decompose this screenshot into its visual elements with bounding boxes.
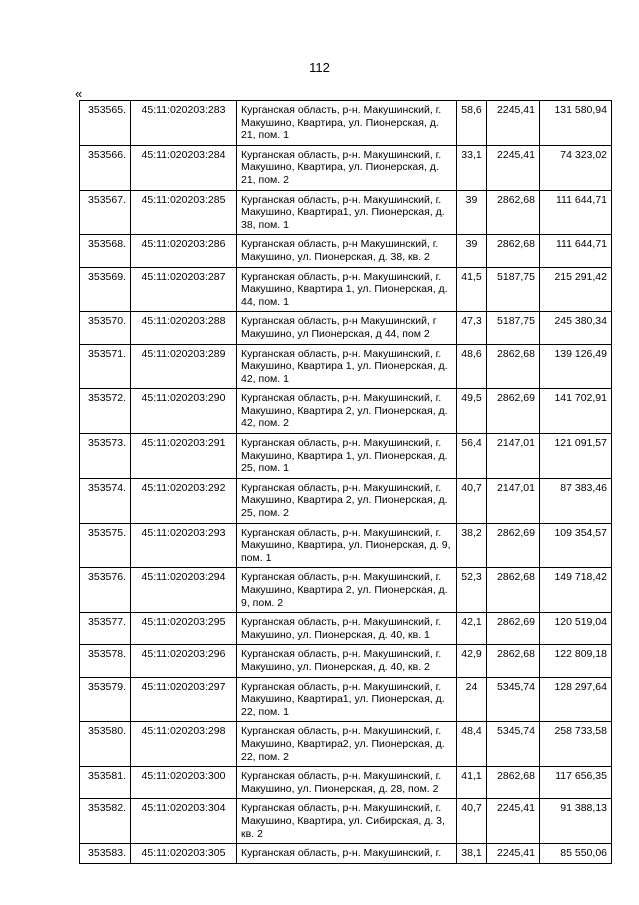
address-cell: Курганская область, р-н. Макушинский, г. Макушино, Квартира, ул. Пионерская, д. 21, пом. 2	[237, 145, 457, 190]
table-row	[80, 799, 612, 844]
unit-price-cell: 5345,74	[487, 722, 540, 767]
table-row	[80, 101, 612, 146]
cadastral-number-cell: 45:11:020203:295	[131, 613, 237, 645]
row-number-cell: 353577.	[80, 613, 131, 645]
row-number-cell: 353576.	[80, 568, 131, 613]
unit-price-cell: 5187,75	[487, 267, 540, 312]
total-value-cell: 85 550,06	[540, 844, 612, 864]
table-row	[80, 568, 612, 613]
total-value-cell: 87 383,46	[540, 478, 612, 523]
unit-price-cell: 2862,69	[487, 613, 540, 645]
area-cell: 38,2	[457, 523, 487, 568]
total-value-cell: 120 519,04	[540, 613, 612, 645]
area-cell: 33,1	[457, 145, 487, 190]
cadastral-number-cell: 45:11:020203:294	[131, 568, 237, 613]
cadastral-number-cell: 45:11:020203:300	[131, 767, 237, 799]
total-value-cell: 111 644,71	[540, 190, 612, 235]
table-row	[80, 722, 612, 767]
row-number-cell: 353580.	[80, 722, 131, 767]
cadastral-number-cell: 45:11:020203:290	[131, 389, 237, 434]
unit-price-cell: 2147,01	[487, 478, 540, 523]
unit-price-cell: 2245,41	[487, 799, 540, 844]
total-value-cell: 109 354,57	[540, 523, 612, 568]
row-number-cell: 353565.	[80, 101, 131, 146]
table-row	[80, 478, 612, 523]
table-row	[80, 677, 612, 722]
address-cell: Курганская область, р-н. Макушинский, г. Макушино, Квартира1, ул. Пионерская, д. 38, пом. 1	[237, 190, 457, 235]
table-row	[80, 312, 612, 344]
table-row	[80, 344, 612, 389]
table-row	[80, 645, 612, 677]
total-value-cell: 131 580,94	[540, 101, 612, 146]
unit-price-cell: 2245,41	[487, 844, 540, 864]
unit-price-cell: 2862,69	[487, 523, 540, 568]
address-cell: Курганская область, р-н. Макушинский, г. Макушино, ул. Пионерская, д. 40, кв. 2	[237, 645, 457, 677]
address-cell: Курганская область, р-н. Макушинский, г.	[237, 844, 457, 864]
address-cell: Курганская область, р-н. Макушинский, г. Макушино, ул. Пионерская, д. 28, пом. 2	[237, 767, 457, 799]
address-cell: Курганская область, р-н. Макушинский, г. Макушино, Квартира, ул. Сибирская, д. 3, кв. 2	[237, 799, 457, 844]
property-table-body	[80, 101, 612, 864]
unit-price-cell: 2862,68	[487, 645, 540, 677]
area-cell: 52,3	[457, 568, 487, 613]
total-value-cell: 141 702,91	[540, 389, 612, 434]
row-number-cell: 353572.	[80, 389, 131, 434]
area-cell: 42,9	[457, 645, 487, 677]
area-cell: 42,1	[457, 613, 487, 645]
row-number-cell: 353569.	[80, 267, 131, 312]
unit-price-cell: 2862,68	[487, 190, 540, 235]
area-cell: 38,1	[457, 844, 487, 864]
cadastral-number-cell: 45:11:020203:298	[131, 722, 237, 767]
address-cell: Курганская область, р-н. Макушинский, г. Макушино, Квартира 1, ул. Пионерская, д. 44, пом. 1	[237, 267, 457, 312]
address-cell: Курганская область, р-н. Макушинский, г. Макушино, Квартира 2, ул. Пионерская, д. 9, пом. 2	[237, 568, 457, 613]
total-value-cell: 149 718,42	[540, 568, 612, 613]
unit-price-cell: 2862,68	[487, 767, 540, 799]
cadastral-number-cell: 45:11:020203:296	[131, 645, 237, 677]
unit-price-cell: 2862,68	[487, 344, 540, 389]
row-number-cell: 353571.	[80, 344, 131, 389]
row-number-cell: 353581.	[80, 767, 131, 799]
total-value-cell: 111 644,71	[540, 235, 612, 267]
address-cell: Курганская область, р-н. Макушинский, г. Макушино, Квартира, ул. Пионерская, д. 21, пом. 1	[237, 101, 457, 146]
cadastral-number-cell: 45:11:020203:291	[131, 434, 237, 479]
row-number-cell: 353582.	[80, 799, 131, 844]
cadastral-number-cell: 45:11:020203:304	[131, 799, 237, 844]
total-value-cell: 91 388,13	[540, 799, 612, 844]
table-row	[80, 613, 612, 645]
row-number-cell: 353578.	[80, 645, 131, 677]
unit-price-cell: 5187,75	[487, 312, 540, 344]
table-row	[80, 267, 612, 312]
area-cell: 41,1	[457, 767, 487, 799]
cadastral-number-cell: 45:11:020203:283	[131, 101, 237, 146]
row-number-cell: 353579.	[80, 677, 131, 722]
row-number-cell: 353575.	[80, 523, 131, 568]
cadastral-number-cell: 45:11:020203:289	[131, 344, 237, 389]
page-number: 112	[309, 60, 330, 75]
table-row	[80, 190, 612, 235]
cadastral-number-cell: 45:11:020203:285	[131, 190, 237, 235]
area-cell: 41,5	[457, 267, 487, 312]
cadastral-number-cell: 45:11:020203:297	[131, 677, 237, 722]
address-cell: Курганская область, р-н. Макушинский, г. Макушино, Квартира 2, ул. Пионерская, д. 42, пом. 2	[237, 389, 457, 434]
cadastral-number-cell: 45:11:020203:305	[131, 844, 237, 864]
cadastral-number-cell: 45:11:020203:286	[131, 235, 237, 267]
total-value-cell: 117 656,35	[540, 767, 612, 799]
area-cell: 40,7	[457, 478, 487, 523]
area-cell: 49,5	[457, 389, 487, 434]
total-value-cell: 245 380,34	[540, 312, 612, 344]
address-cell: Курганская область, р-н. Макушинский, г. Макушино, ул. Пионерская, д. 40, кв. 1	[237, 613, 457, 645]
table-row	[80, 434, 612, 479]
row-number-cell: 353574.	[80, 478, 131, 523]
unit-price-cell: 2862,69	[487, 389, 540, 434]
total-value-cell: 139 126,49	[540, 344, 612, 389]
address-cell: Курганская область, р-н. Макушинский, г. Макушино, Квартира 1, ул. Пионерская, д. 42, пом. 1	[237, 344, 457, 389]
row-number-cell: 353568.	[80, 235, 131, 267]
area-cell: 39	[457, 235, 487, 267]
unit-price-cell: 2862,68	[487, 235, 540, 267]
total-value-cell: 74 323,02	[540, 145, 612, 190]
table-row	[80, 389, 612, 434]
table-row	[80, 767, 612, 799]
unit-price-cell: 2245,41	[487, 101, 540, 146]
unit-price-cell: 2147,01	[487, 434, 540, 479]
table-row	[80, 523, 612, 568]
address-cell: Курганская область, р-н Макушинский, г Макушино, ул Пионерская, д 44, пом 2	[237, 312, 457, 344]
unit-price-cell: 2862,68	[487, 568, 540, 613]
table-row	[80, 145, 612, 190]
row-number-cell: 353566.	[80, 145, 131, 190]
total-value-cell: 258 733,58	[540, 722, 612, 767]
area-cell: 58,6	[457, 101, 487, 146]
address-cell: Курганская область, р-н. Макушинский, г. Макушино, Квартира, ул. Пионерская, д. 9, пом. 1	[237, 523, 457, 568]
cadastral-number-cell: 45:11:020203:293	[131, 523, 237, 568]
unit-price-cell: 5345,74	[487, 677, 540, 722]
row-number-cell: 353573.	[80, 434, 131, 479]
area-cell: 47,3	[457, 312, 487, 344]
row-number-cell: 353567.	[80, 190, 131, 235]
table-row	[80, 844, 612, 864]
area-cell: 39	[457, 190, 487, 235]
area-cell: 48,6	[457, 344, 487, 389]
row-number-cell: 353570.	[80, 312, 131, 344]
address-cell: Курганская область, р-н. Макушинский, г. Макушино, Квартира 2, ул. Пионерская, д. 25, пом. 2	[237, 478, 457, 523]
area-cell: 40,7	[457, 799, 487, 844]
address-cell: Курганская область, р-н. Макушинский, г. Макушино, Квартира1, ул. Пионерская, д. 22, пом. 1	[237, 677, 457, 722]
total-value-cell: 215 291,42	[540, 267, 612, 312]
area-cell: 56,4	[457, 434, 487, 479]
area-cell: 48,4	[457, 722, 487, 767]
address-cell: Курганская область, р-н. Макушинский, г. Макушино, Квартира2, ул. Пионерская, д. 22, пом. 2	[237, 722, 457, 767]
total-value-cell: 122 809,18	[540, 645, 612, 677]
cadastral-number-cell: 45:11:020203:288	[131, 312, 237, 344]
cadastral-number-cell: 45:11:020203:284	[131, 145, 237, 190]
opening-quote-mark: «	[75, 86, 83, 101]
property-table	[79, 100, 612, 864]
cadastral-number-cell: 45:11:020203:287	[131, 267, 237, 312]
unit-price-cell: 2245,41	[487, 145, 540, 190]
cadastral-number-cell: 45:11:020203:292	[131, 478, 237, 523]
table-row	[80, 235, 612, 267]
total-value-cell: 121 091,57	[540, 434, 612, 479]
address-cell: Курганская область, р-н. Макушинский, г. Макушино, Квартира 1, ул. Пионерская, д. 25, пом. 1	[237, 434, 457, 479]
total-value-cell: 128 297,64	[540, 677, 612, 722]
row-number-cell: 353583.	[80, 844, 131, 864]
area-cell: 24	[457, 677, 487, 722]
address-cell: Курганская область, р-н Макушинский, г. Макушино, ул. Пионерская, д. 38, кв. 2	[237, 235, 457, 267]
